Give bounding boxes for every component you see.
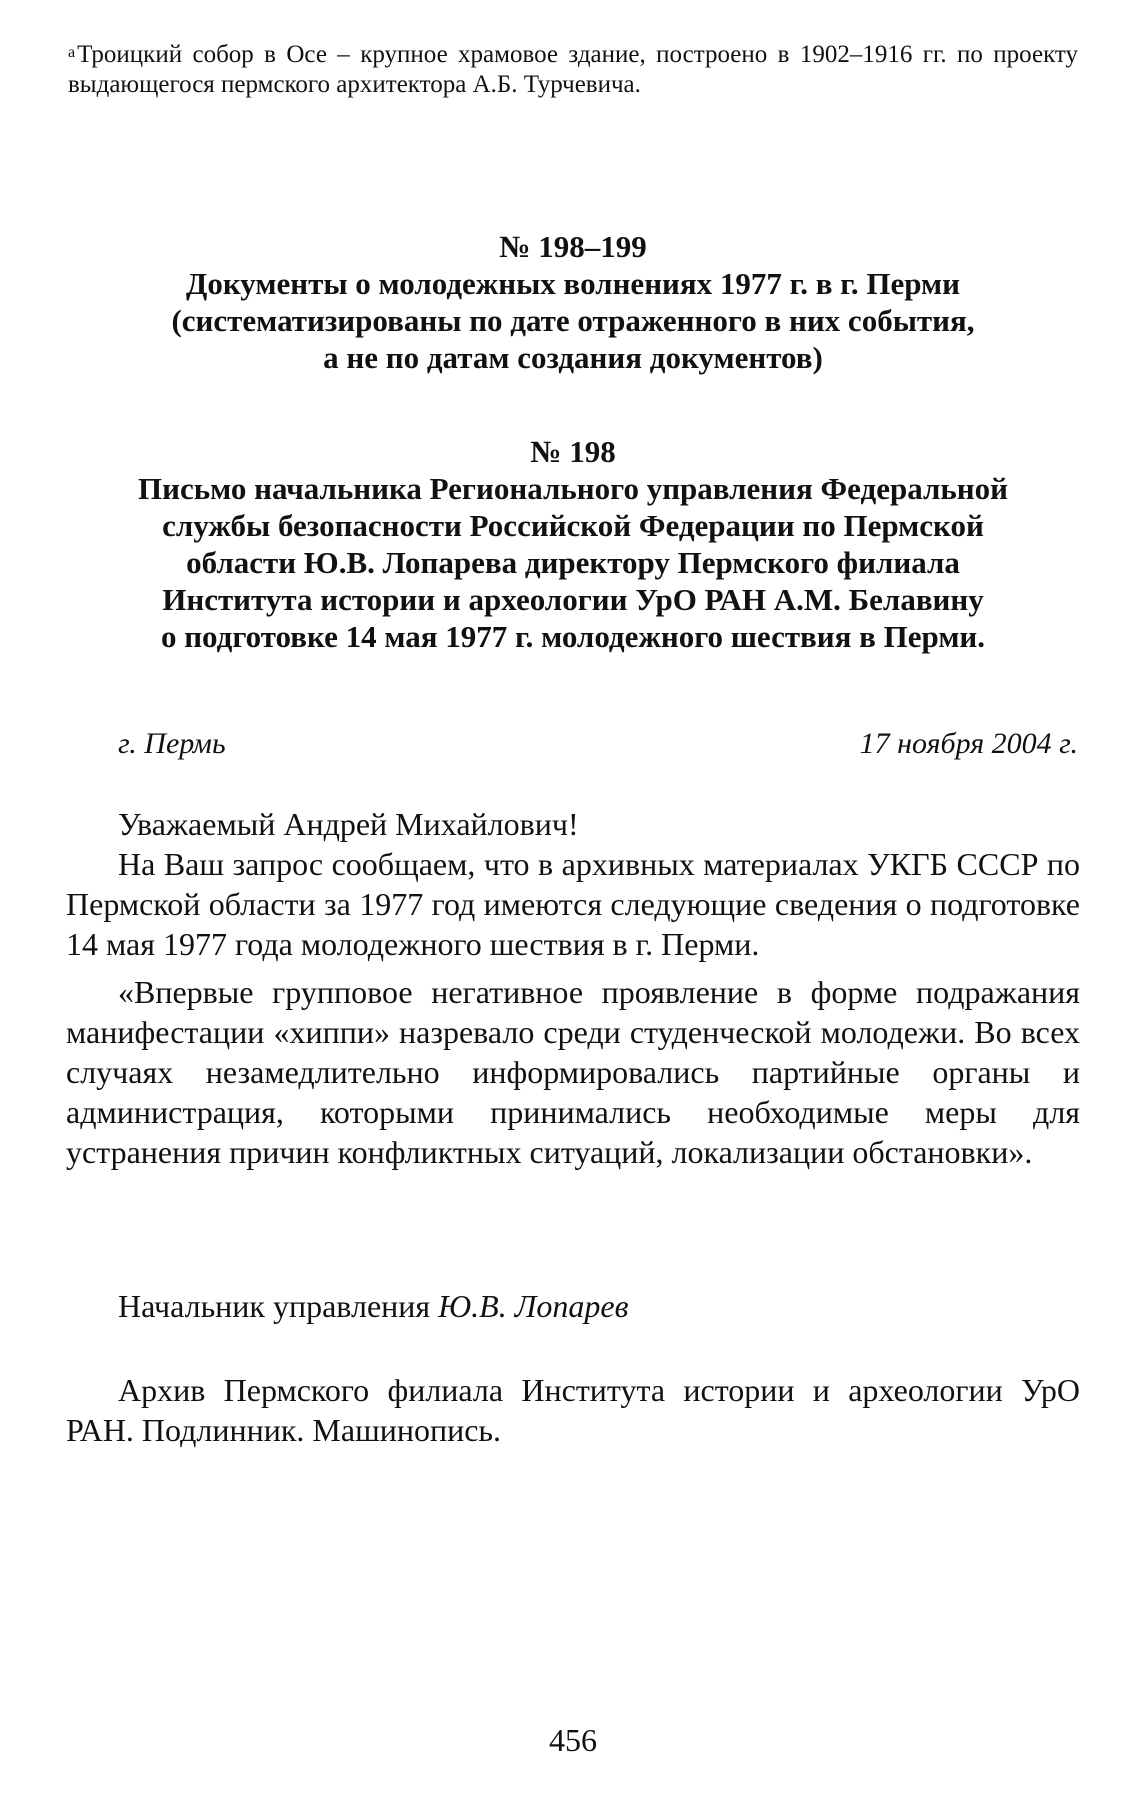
group-heading — [60, 228, 1086, 376]
place-date-row — [118, 726, 1078, 762]
body-paragraph-1: На Ваш запрос сообщаем, что в архивных материалах УКГБ СССР по Пермской области за 1977 год имеются следующие сведения о подготовке 14 мая 1977 года молодежного шествия в г. Перми. — [66, 846, 1080, 962]
document-place: г. Пермь — [118, 727, 226, 760]
group-title-line-2: (систематизированы по дате отраженного в них события, — [171, 303, 975, 338]
document-heading — [60, 433, 1086, 655]
document-title-line-2: службы безопасности Российской Федерации по Пермской — [162, 508, 984, 543]
salutation: Уважаемый Андрей Михайлович! — [118, 806, 579, 842]
group-title-line-3: а не по датам создания документов) — [323, 340, 823, 375]
footnote — [68, 40, 1078, 100]
footnote-text: Троицкий собор в Осе – крупное храмовое здание, построено в 1902–1916 гг. по проекту выдающегося пермского архитектора А.Б. Турчевича. — [68, 41, 1078, 98]
group-title-line-1: Документы о молодежных волнениях 1977 г. в г. Перми — [186, 266, 960, 301]
document-title-line-5: о подготовке 14 мая 1977 г. молодежного шествия в Перми. — [160, 619, 986, 654]
document-title-line-3: области Ю.В. Лопарева директору Пермского филиала — [186, 545, 960, 580]
signature-name: Ю.В. Лопарев — [438, 1288, 629, 1324]
document-title-line-4: Института истории и археологии УрО РАН А.М. Белавину — [162, 582, 984, 617]
body-paragraph-2: «Впервые групповое негативное проявление в форме подражания манифестации «хиппи» назревало среди студенческой молодежи. Во всех случаях незамедлительно информировались партийные органы и администрация, которыми принимались необходимые меры для устранения причин конфликтных ситуаций, локализации обстановки». — [66, 974, 1080, 1170]
group-number: № 198–199 — [499, 229, 647, 264]
signature — [66, 1286, 1080, 1326]
footnote-marker: а — [68, 44, 76, 61]
document-date: 17 ноября 2004 г. — [859, 727, 1078, 760]
page-number: 456 — [549, 1722, 597, 1758]
signature-title: Начальник управления — [118, 1288, 431, 1324]
document-title-line-1: Письмо начальника Регионального управления Федеральной — [138, 471, 1008, 506]
letter-body — [66, 804, 1080, 1172]
archive-note: Архив Пермского филиала Института истории и археологии УрО РАН. Подлинник. Машинопись. — [66, 1372, 1080, 1448]
document-number: № 198 — [530, 434, 616, 469]
